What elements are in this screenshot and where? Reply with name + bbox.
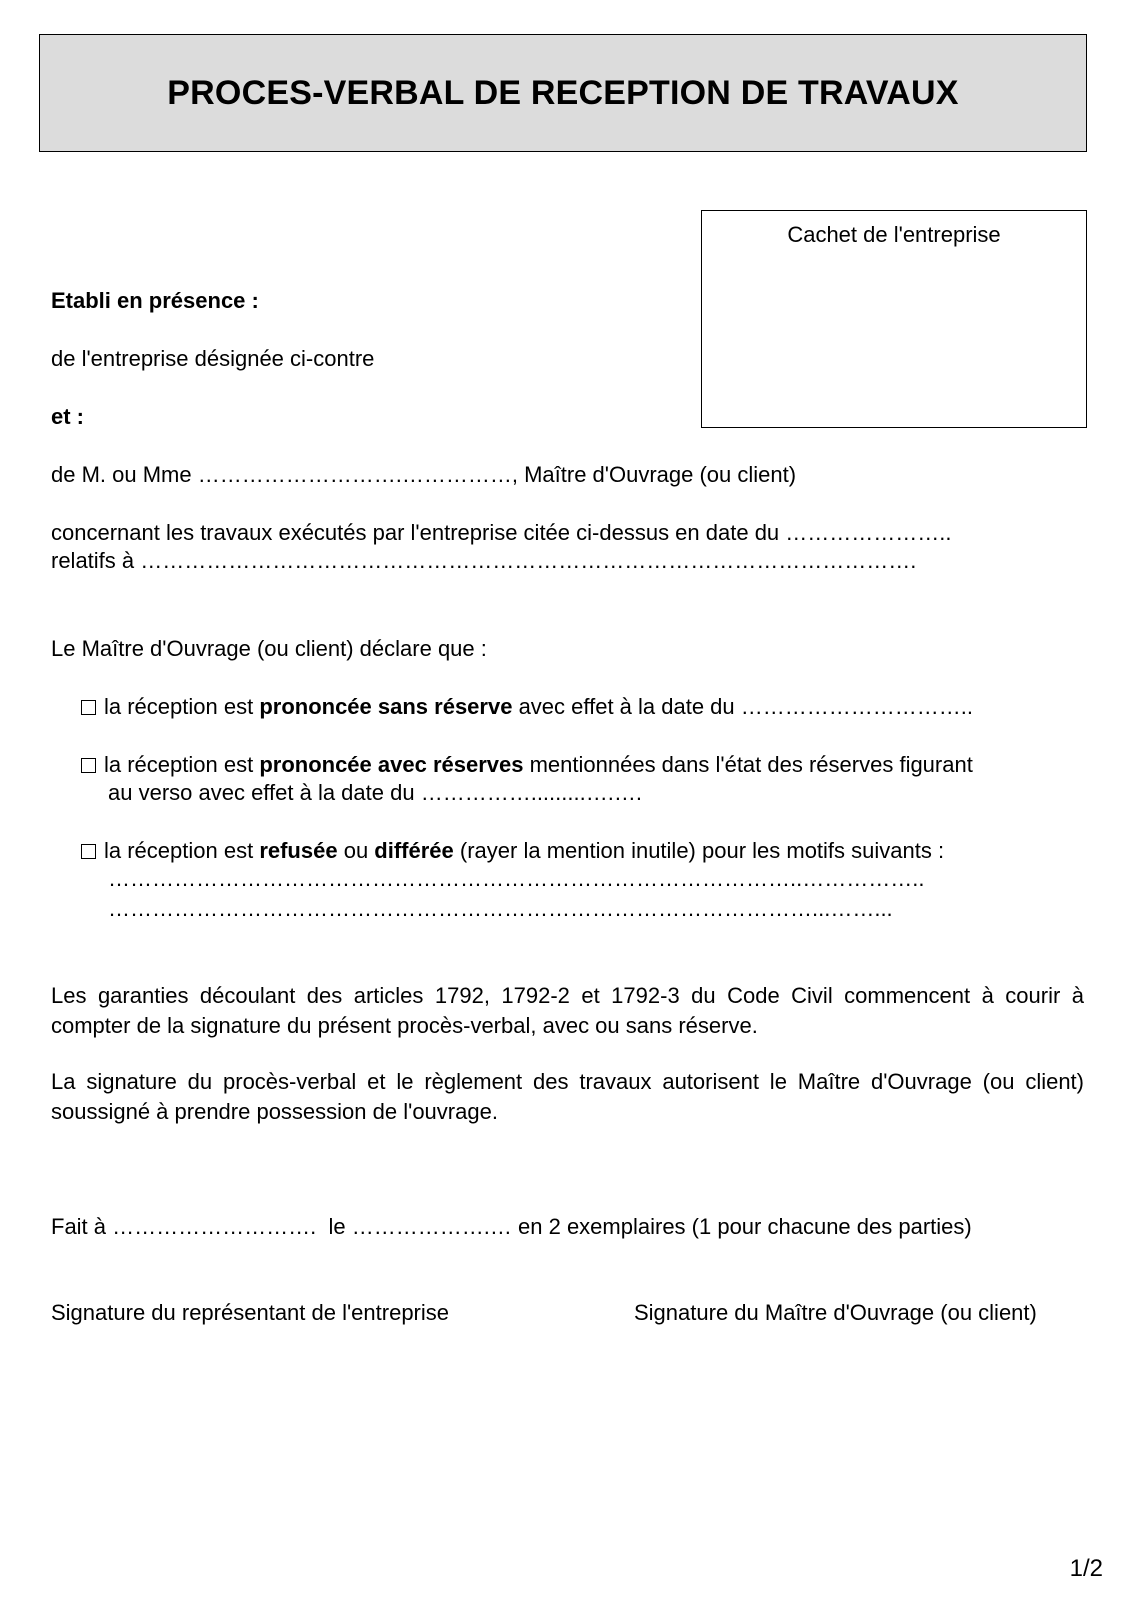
signature-client-label: Signature du Maître d'Ouvrage (ou client) bbox=[634, 1300, 1037, 1325]
option-sans-reserve bbox=[81, 692, 973, 722]
option3-mid: ou bbox=[337, 838, 375, 863]
client-prefix: de M. ou Mme bbox=[51, 462, 192, 487]
client-line bbox=[51, 460, 796, 490]
option1-bold: prononcée sans réserve bbox=[259, 694, 513, 719]
option3-post: (rayer la mention inutile) pour les motifs suivants : bbox=[453, 838, 945, 863]
travaux-date-field[interactable]: ………………….. bbox=[785, 520, 952, 545]
option2-bold: prononcée avec réserves bbox=[259, 752, 524, 777]
relatifs-text: relatifs à bbox=[51, 548, 135, 573]
page-number: 1/2 bbox=[1069, 1555, 1103, 1582]
client-suffix: , Maître d'Ouvrage (ou client) bbox=[511, 462, 797, 487]
option2-post: mentionnées dans l'état des réserves figurant bbox=[523, 752, 973, 777]
guarantees-paragraph: Les garanties découlant des articles 1792, 1792-2 et 1792-3 du Code Civil commencent à courir à compter de la signature du présent procès-verbal, avec ou sans réserve. bbox=[51, 983, 1084, 1038]
option1-post: avec effet à la date du bbox=[512, 694, 741, 719]
client-name-field[interactable]: ……………………….…………… bbox=[197, 462, 512, 487]
declaration-intro: Le Maître d'Ouvrage (ou client) déclare que : bbox=[51, 636, 487, 661]
signature-entreprise-label: Signature du représentant de l'entreprise bbox=[51, 1300, 450, 1325]
option3-bold-refusee: refusée bbox=[259, 838, 338, 863]
possession-paragraph: La signature du procès-verbal et le règlement des travaux autorisent le Maître d'Ouvrage (ou client) soussigné à prendre possession de l'ouvrage. bbox=[51, 1069, 1084, 1124]
checkbox-sans-reserve[interactable] bbox=[81, 700, 96, 715]
fait-place-field[interactable]: ………………………. bbox=[112, 1214, 317, 1239]
motifs-field-line2[interactable]: ……………………………………………………………………………………...……... bbox=[108, 896, 893, 921]
option3-bold-differee: différée bbox=[374, 838, 454, 863]
et-label: et : bbox=[51, 404, 84, 429]
travaux-text: concernant les travaux exécutés par l'entreprise citée ci-dessus en date du bbox=[51, 520, 780, 545]
presence-heading: Etabli en présence : bbox=[51, 288, 259, 313]
page-title: PROCES-VERBAL DE RECEPTION DE TRAVAUX bbox=[167, 74, 959, 112]
relatifs-line bbox=[51, 546, 916, 576]
option2-line2-text: au verso avec effet à la date du bbox=[108, 780, 421, 805]
fait-date-field[interactable]: ……………….… bbox=[351, 1214, 512, 1239]
motifs-field-line1[interactable]: …………………………………………………………………………………..…………….. bbox=[108, 866, 925, 891]
option1-date-field[interactable]: ………………………….. bbox=[740, 694, 974, 719]
option1-pre: la réception est bbox=[104, 694, 260, 719]
fait-le: le bbox=[328, 1214, 346, 1239]
fait-prefix: Fait à bbox=[51, 1214, 107, 1239]
fait-line bbox=[51, 1212, 972, 1242]
option2-pre: la réception est bbox=[104, 752, 260, 777]
option2-date-field[interactable]: …………….........….…. bbox=[420, 780, 642, 805]
fait-suffix: en 2 exemplaires (1 pour chacune des parties) bbox=[518, 1214, 972, 1239]
company-stamp-box bbox=[701, 210, 1087, 428]
checkbox-refusee[interactable] bbox=[81, 844, 96, 859]
option-avec-reserves-line2 bbox=[108, 778, 642, 808]
relatifs-field[interactable]: ……………………………………………………………………………………………. bbox=[140, 548, 917, 573]
title-banner bbox=[39, 34, 1087, 152]
travaux-line bbox=[51, 518, 952, 548]
stamp-label: Cachet de l'entreprise bbox=[787, 222, 1001, 247]
entreprise-line: de l'entreprise désignée ci-contre bbox=[51, 346, 375, 371]
option-refusee bbox=[81, 836, 944, 866]
option3-pre: la réception est bbox=[104, 838, 260, 863]
checkbox-avec-reserves[interactable] bbox=[81, 758, 96, 773]
option-avec-reserves bbox=[81, 750, 973, 780]
